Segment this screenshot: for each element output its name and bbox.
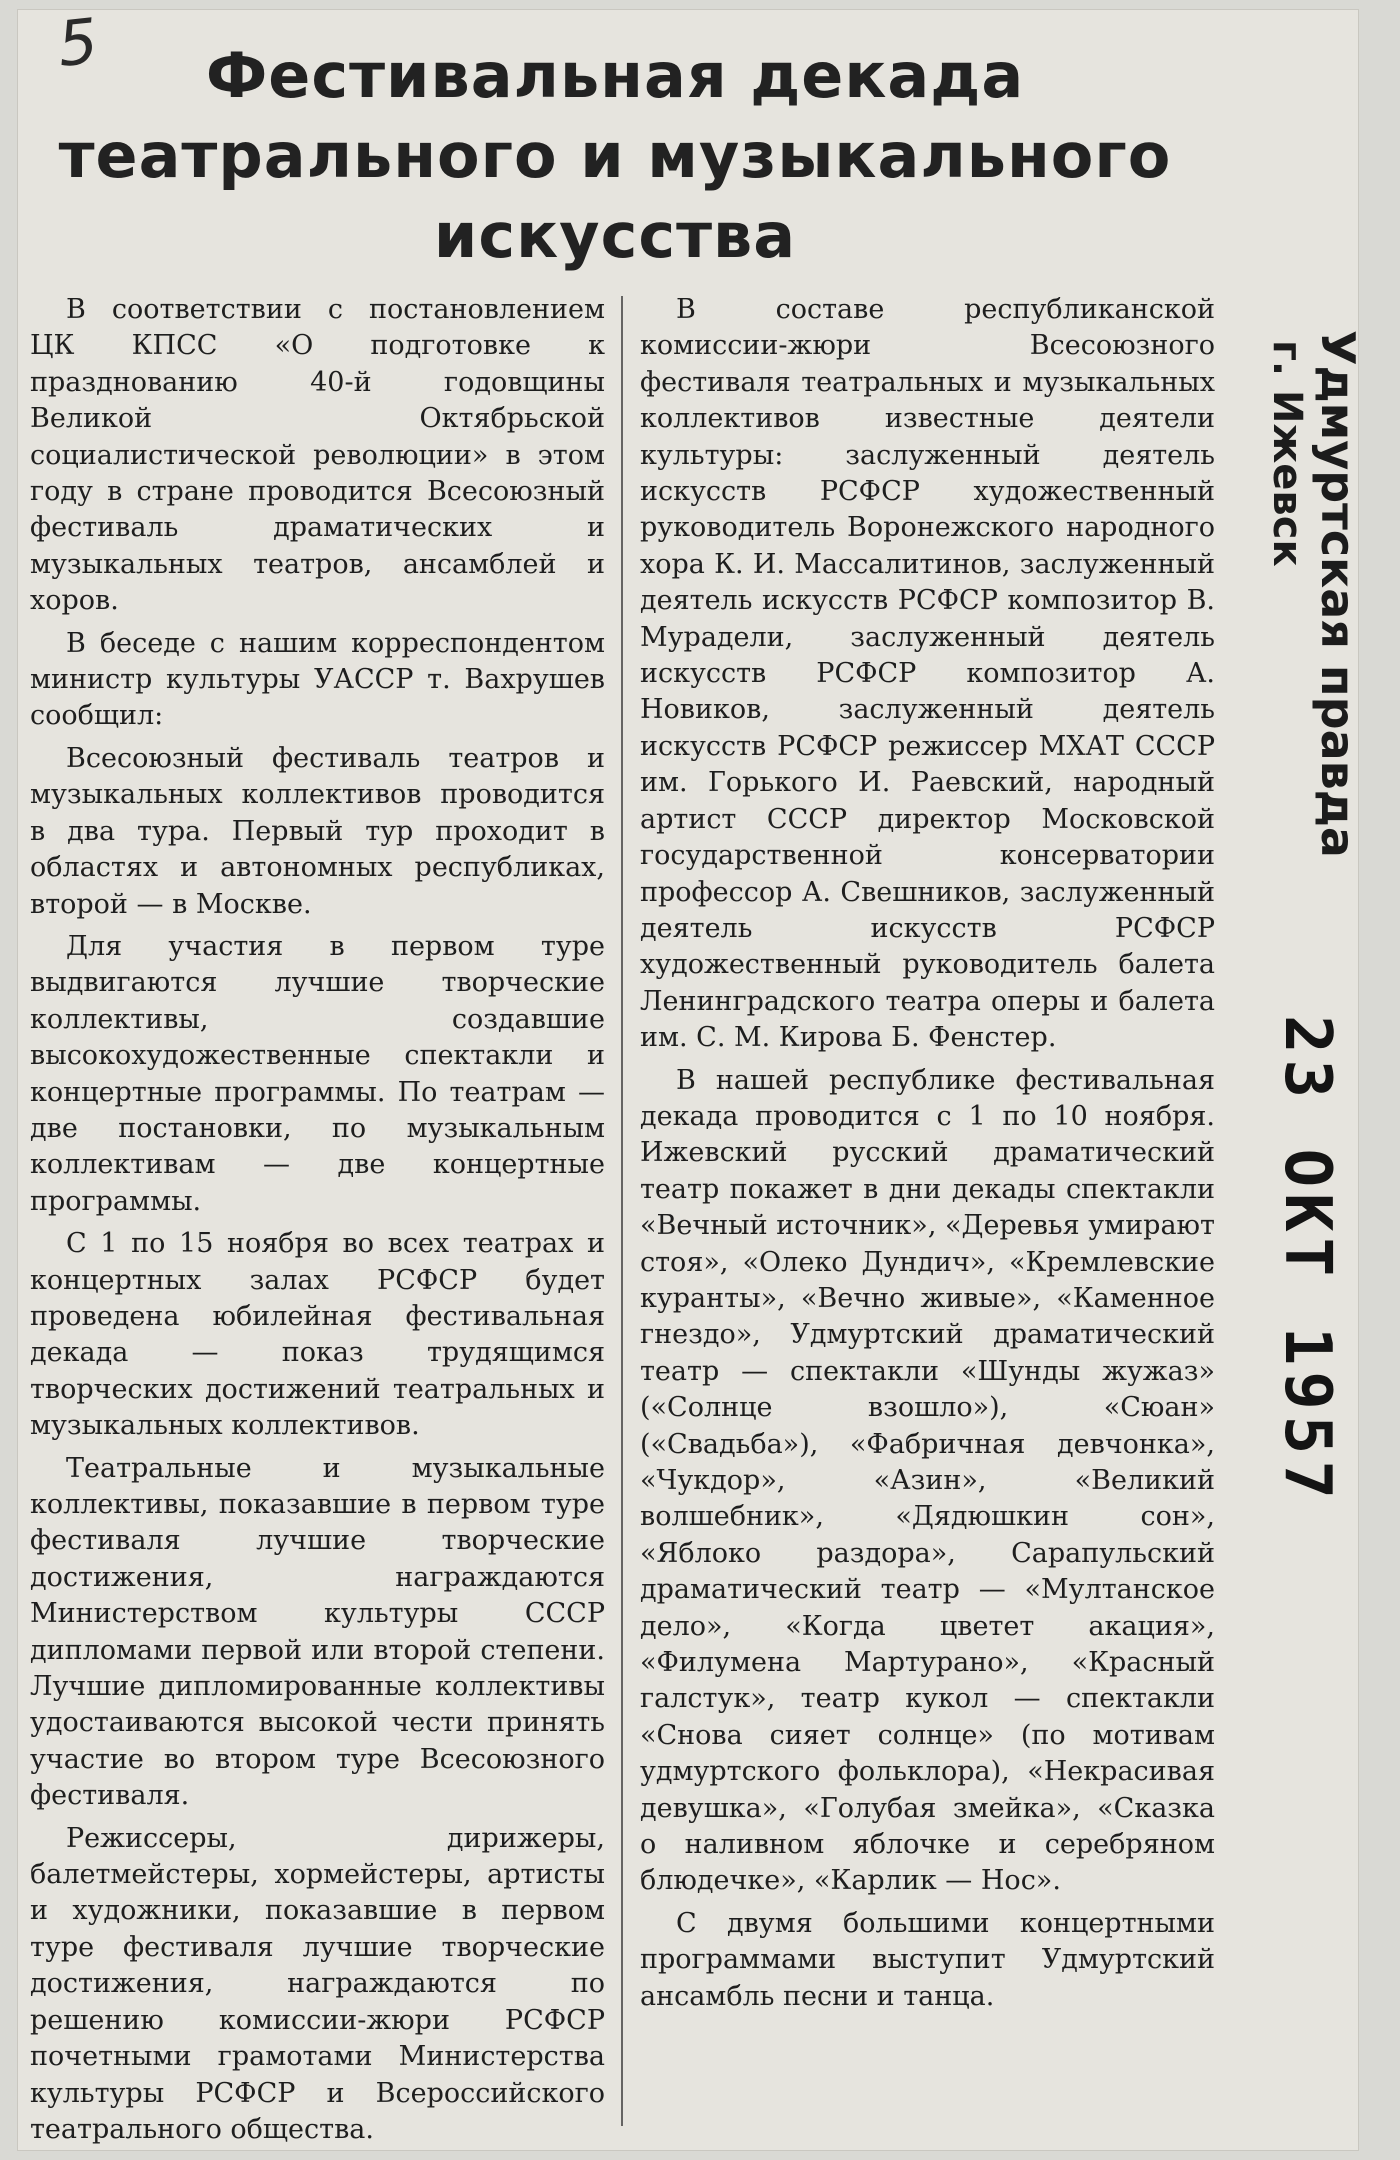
headline-line: театрального и музыкального bbox=[58, 119, 1172, 192]
paragraph: Для участия в первом туре выдвигаются лучшие творческие коллективы, создавшие высокохудожественные спектакли и концертные программы. По театрам — две постановки, по музыкальным коллективам — две концертные программы. bbox=[30, 930, 605, 1217]
newspaper-city: г. Ижевск bbox=[1264, 340, 1310, 567]
paragraph: В соответствии с постановлением ЦК КПСС «О подготовке к празднованию 40-й годовщины Великой Октябрьской социалистической революции» в этом году в стране проводится Всесоюзный фестиваль драматических и музыкальных театров, ансамблей и хоров. bbox=[30, 294, 605, 617]
date-stamp-text: 23 ОКТ 1957 bbox=[1270, 1015, 1344, 1505]
headline-line: Фестивальная декада bbox=[205, 39, 1025, 112]
paragraph: С 1 по 15 ноября во всех театрах и концертных залах РСФСР будет проведена юбилейная фестивальная декада — показ трудящимся творческих достижений театральных и музыкальных коллективов. bbox=[30, 1228, 605, 1442]
handwritten-page-number: 5 bbox=[54, 4, 102, 81]
column-divider bbox=[621, 296, 623, 2126]
article-column-left bbox=[30, 292, 605, 2154]
paragraph: Режиссеры, дирижеры, балетмейстеры, хормейстеры, артисты и художники, показавшие в первом туре фестиваля лучшие творческие достижения, награждаются по решению комиссии-жюри РСФСР почетными грамотами Министерства культуры РСФСР и Всероссийского театрального общества. bbox=[30, 1822, 605, 2145]
newspaper-name: Удмуртская правда bbox=[1311, 330, 1365, 858]
paragraph: Всесоюзный фестиваль театров и музыкальных коллективов проводится в два тура. Первый тур проходит в областях и автономных республиках, второй — в Москве. bbox=[30, 742, 605, 920]
paragraph: В составе республиканской комиссии-жюри Всесоюзного фестиваля театральных и музыкальных коллективов известные деятели культуры: заслуженный деятель искусств РСФСР художественный руководитель Воронежского народного хора К. И. Массалитинов, заслуженный деятель искусств РСФСР композитор В. Мурадели, заслуженный деятель искусств РСФСР композитор А. Новиков, заслуженный деятель искусств РСФСР режиссер МХАТ СССР им. Горького И. Раевский, народный артист СССР директор Московской государственной консерватории профессор А. Свешников, заслуженный деятель искусств РСФСР художественный руководитель балета Ленинградского театра оперы и балета им. С. М. Кирова Б. Фенстер. bbox=[640, 294, 1215, 1054]
article-column-right bbox=[640, 292, 1215, 2021]
headline-line: искусства bbox=[433, 199, 797, 272]
paragraph: В нашей республике фестивальная декада проводится с 1 по 10 ноября. Ижевский русский драматический театр покажет в дни декады спектакли «Вечный источник», «Деревья умирают стоя», «Олеко Дундич», «Кремлевские куранты», «Вечно живые», «Каменное гнездо», Удмуртский драматический театр — спектакли «Шунды жужаз» («Солнце взошло»), «Сюан» («Свадьба»), «Фабричная девчонка», «Чукдор», «Азин», «Великий волшебник», «Дядюшкин сон», «Яблоко раздора», Сарапульский драматический театр — «Мултанское дело», «Когда цветет акация», «Филумена Мартурано», «Красный галстук», театр кукол — спектакли «Снова сияет солнце» (по мотивам удмуртского фольклора), «Некрасивая девушка», «Голубая змейка», «Сказка о наливном яблочке и серебряном блюдечке», «Карлик — Нос». bbox=[640, 1064, 1215, 1897]
date-stamp bbox=[1270, 1015, 1350, 1505]
paragraph: В беседе с нашим корреспондентом министр культуры УАССР т. Вахрушев сообщил: bbox=[30, 627, 605, 732]
article-headline bbox=[50, 36, 1180, 276]
paragraph: С двумя большими концертными программами выступит Удмуртский ансамбль песни и танца. bbox=[640, 1907, 1215, 2012]
paragraph: Театральные и музыкальные коллективы, показавшие в первом туре фестиваля лучшие творческие достижения, награждаются Министерством культуры СССР дипломами первой или второй степени. Лучшие дипломированные коллективы удостаиваются высокой чести принять участие во втором туре Всесоюзного фестиваля. bbox=[30, 1452, 605, 1812]
